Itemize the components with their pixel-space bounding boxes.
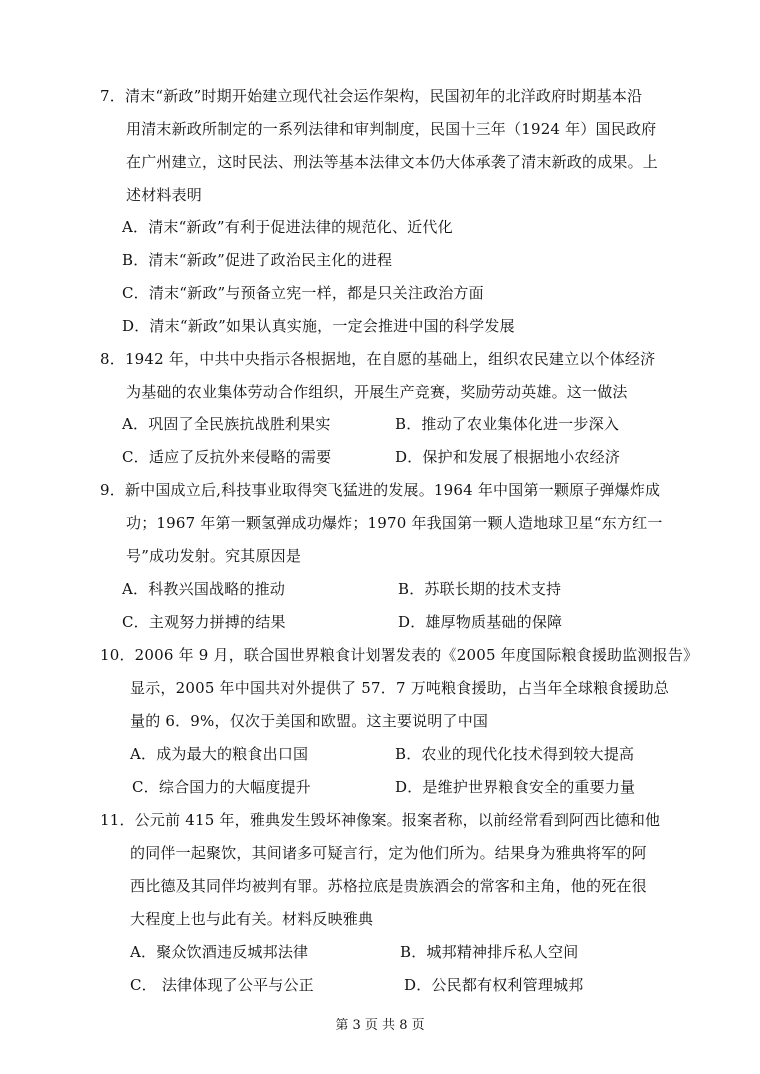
option-a: A．成为最大的粮食出口国: [130, 745, 309, 763]
option-a: A．聚众饮酒违反城邦法律: [130, 943, 309, 961]
option-b: B．城邦精神排斥私人空间: [400, 943, 579, 961]
question-stem-line: 8．1942 年，中共中央指示各根据地，在自愿的基础上，组织农民建立以个体经济: [100, 350, 656, 368]
question-stem-line: 显示，2005 年中国共对外提供了 57．7 万吨粮食援助，占当年全球粮食援助总: [130, 679, 670, 697]
question-stem-line: 量的 6．9%，仅次于美国和欧盟。这主要说明了中国: [130, 712, 489, 730]
option-b: B．推动了农业集体化进一步深入: [395, 415, 620, 433]
option-c: C．适应了反抗外来侵略的需要: [122, 448, 332, 466]
page-footer: 第 3 页 共 8 页: [335, 1018, 425, 1033]
question-stem-line: 号”成功发射。究其原因是: [126, 547, 302, 565]
question-stem-line: 西比德及其同伴均被判有罪。苏格拉底是贵族酒会的常客和主角，他的死在很: [130, 877, 647, 895]
option-b: B．农业的现代化技术得到较大提高: [395, 745, 635, 763]
question-stem-line: 在广州建立，这时民法、刑法等基本法律文本仍大体承袭了清末新政的成果。上: [126, 153, 659, 171]
option-c: C．主观努力拼搏的结果: [122, 613, 286, 631]
option-a: A．巩固了全民族抗战胜利果实: [122, 415, 331, 433]
option-d: D．是维护世界粮食安全的重要力量: [395, 778, 636, 796]
option-c: C．清末“新政”与预备立宪一样，都是只关注政治方面: [122, 284, 484, 302]
option-d: D．雄厚物质基础的保障: [398, 613, 563, 631]
question-stem-line: 述材料表明: [126, 186, 203, 204]
option-a: A．科教兴国战略的推动: [122, 580, 286, 598]
option-b: B．清末“新政”促进了政治民主化的进程: [122, 251, 393, 269]
question-stem-line: 大程度上也与此有关。材料反映雅典: [130, 910, 374, 928]
option-d: D．公民都有权利管理城邦: [404, 976, 584, 994]
question-stem-line: 功；1967 年第一颗氢弹成功爆炸；1970 年我国第一颗人造地球卫星“东方红一: [126, 514, 663, 532]
question-stem-line: 7．清末“新政”时期开始建立现代社会运作架构，民国初年的北洋政府时期基本沿: [100, 87, 643, 105]
option-d: D．清末“新政”如果认真实施，一定会推进中国的科学发展: [122, 317, 515, 335]
option-c: C． 法律体现了公平与公正: [130, 976, 314, 994]
option-c: C．综合国力的大幅度提升: [132, 778, 311, 796]
question-stem-line: 用清末新政所制定的一系列法律和审判制度，民国十三年（1924 年）国民政府: [126, 120, 657, 138]
question-stem-line: 为基础的农业集体劳动合作组织，开展生产竞赛，奖励劳动英雄。这一做法: [126, 383, 628, 401]
question-stem-line: 的同伴一起聚饮，其间诸多可疑言行，定为他们所为。结果身为雅典将军的阿: [130, 844, 647, 862]
option-a: A．清末“新政”有利于促进法律的规范化、近代化: [122, 218, 453, 236]
question-stem-line: 10．2006 年 9 月，联合国世界粮食计划署发表的《2005 年度国际粮食援助监测报告》: [100, 646, 699, 664]
option-d: D．保护和发展了根据地小农经济: [395, 448, 621, 466]
option-b: B．苏联长期的技术支持: [398, 580, 562, 598]
question-stem-line: 9．新中国成立后,科技事业取得突飞猛进的发展。1964 年中国第一颗原子弹爆炸成: [100, 481, 661, 499]
question-stem-line: 11．公元前 415 年，雅典发生毁坏神像案。报案者称，以前经常看到阿西比德和他: [100, 811, 661, 829]
